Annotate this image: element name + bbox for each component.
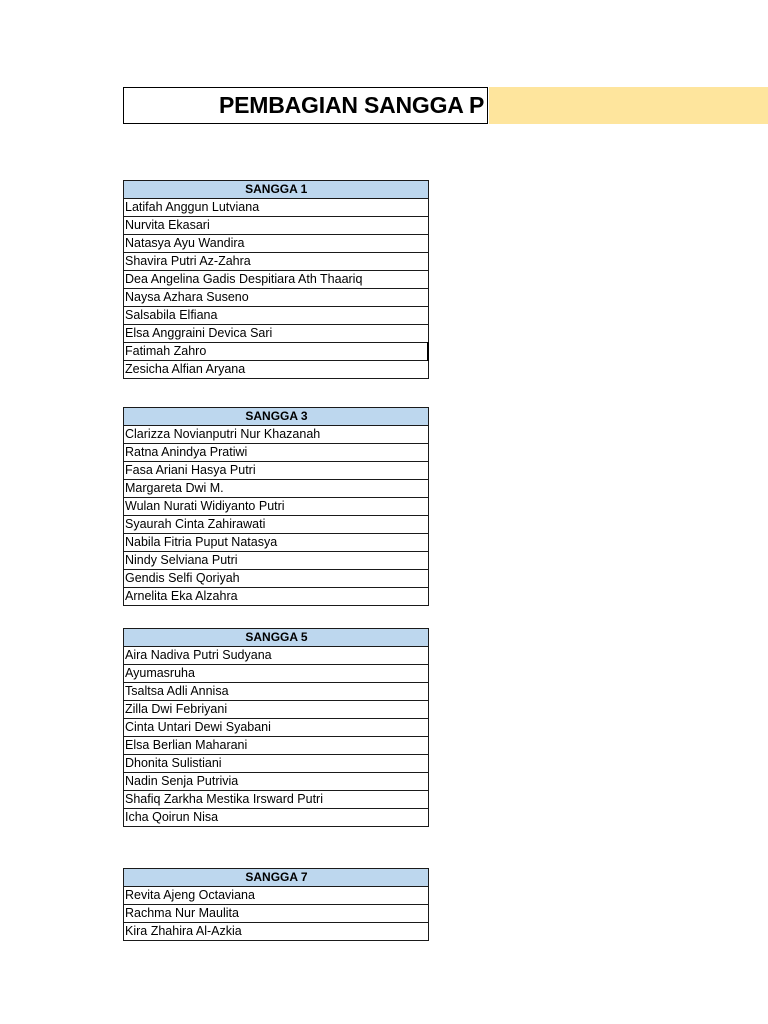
table-row <box>124 534 429 552</box>
table-row <box>124 809 429 827</box>
table-row <box>124 199 429 217</box>
table-row <box>124 791 429 809</box>
member-cell[interactable]: Syaurah Cinta Zahirawati <box>124 516 429 534</box>
table-row <box>124 271 429 289</box>
group-header-row <box>124 408 429 426</box>
member-cell[interactable]: Clarizza Novianputri Nur Khazanah <box>124 426 429 444</box>
member-cell[interactable]: Wulan Nurati Widiyanto Putri <box>124 498 429 516</box>
member-cell[interactable]: Elsa Berlian Maharani <box>124 737 429 755</box>
member-cell[interactable]: Natasya Ayu Wandira <box>124 235 429 253</box>
table-row <box>124 719 429 737</box>
table-row <box>124 552 429 570</box>
table-row <box>124 498 429 516</box>
group-table-sangga-7 <box>123 868 429 941</box>
member-cell[interactable]: Zesicha Alfian Aryana <box>124 361 429 379</box>
group-header-cell[interactable]: SANGGA 5 <box>124 629 429 647</box>
table-row <box>124 701 429 719</box>
table-row <box>124 923 429 941</box>
member-cell[interactable]: Zilla Dwi Febriyani <box>124 701 429 719</box>
member-cell[interactable]: Aira Nadiva Putri Sudyana <box>124 647 429 665</box>
table-row <box>124 325 429 343</box>
table-row <box>124 516 429 534</box>
table-row <box>124 217 429 235</box>
member-cell[interactable]: Dea Angelina Gadis Despitiara Ath Thaariq <box>124 271 429 289</box>
table-row <box>124 253 429 271</box>
member-cell[interactable]: Icha Qoirun Nisa <box>124 809 429 827</box>
member-cell[interactable]: Kira Zhahira Al-Azkia <box>124 923 429 941</box>
member-cell[interactable]: Nabila Fitria Puput Natasya <box>124 534 429 552</box>
group-table-sangga-1 <box>123 180 429 379</box>
table-row <box>124 462 429 480</box>
group-header-row <box>124 629 429 647</box>
table-row <box>124 570 429 588</box>
group-table-sangga-5 <box>123 628 429 827</box>
member-cell[interactable]: Nadin Senja Putrivia <box>124 773 429 791</box>
table-row <box>124 755 429 773</box>
member-cell[interactable]: Revita Ajeng Octaviana <box>124 887 429 905</box>
page-title: PEMBAGIAN SANGGA P <box>219 92 485 118</box>
table-row <box>124 444 429 462</box>
table-row <box>124 235 429 253</box>
member-cell[interactable]: Dhonita Sulistiani <box>124 755 429 773</box>
member-cell[interactable]: Gendis Selfi Qoriyah <box>124 570 429 588</box>
member-cell[interactable]: Ratna Anindya Pratiwi <box>124 444 429 462</box>
table-row <box>124 361 429 379</box>
table-row <box>124 905 429 923</box>
group-header-row <box>124 181 429 199</box>
title-cell[interactable] <box>123 87 488 124</box>
table-row <box>124 588 429 606</box>
table-row <box>124 665 429 683</box>
table-row <box>124 343 429 361</box>
table-row <box>124 426 429 444</box>
member-cell[interactable]: Nurvita Ekasari <box>124 217 429 235</box>
group-header-cell[interactable]: SANGGA 7 <box>124 869 429 887</box>
member-cell[interactable]: Elsa Anggraini Devica Sari <box>124 325 429 343</box>
table-row <box>124 737 429 755</box>
table-row <box>124 773 429 791</box>
table-row <box>124 289 429 307</box>
member-cell[interactable]: Latifah Anggun Lutviana <box>124 199 429 217</box>
member-cell[interactable]: Ayumasruha <box>124 665 429 683</box>
member-cell[interactable]: Arnelita Eka Alzahra <box>124 588 429 606</box>
group-header-row <box>124 869 429 887</box>
table-row <box>124 683 429 701</box>
group-header-cell[interactable]: SANGGA 3 <box>124 408 429 426</box>
member-cell[interactable]: Nindy Selviana Putri <box>124 552 429 570</box>
member-cell-selected[interactable]: Fatimah Zahro <box>124 343 429 361</box>
table-row <box>124 887 429 905</box>
table-row <box>124 307 429 325</box>
member-cell[interactable]: Shafiq Zarkha Mestika Irsward Putri <box>124 791 429 809</box>
member-cell[interactable]: Cinta Untari Dewi Syabani <box>124 719 429 737</box>
title-fill-cells[interactable] <box>489 87 768 124</box>
member-cell[interactable]: Shavira Putri Az-Zahra <box>124 253 429 271</box>
member-cell[interactable]: Naysa Azhara Suseno <box>124 289 429 307</box>
member-cell[interactable]: Rachma Nur Maulita <box>124 905 429 923</box>
group-header-cell[interactable]: SANGGA 1 <box>124 181 429 199</box>
member-cell[interactable]: Salsabila Elfiana <box>124 307 429 325</box>
member-cell[interactable]: Fasa Ariani Hasya Putri <box>124 462 429 480</box>
table-row <box>124 647 429 665</box>
member-cell[interactable]: Margareta Dwi M. <box>124 480 429 498</box>
table-row <box>124 480 429 498</box>
group-table-sangga-3 <box>123 407 429 606</box>
member-cell[interactable]: Tsaltsa Adli Annisa <box>124 683 429 701</box>
